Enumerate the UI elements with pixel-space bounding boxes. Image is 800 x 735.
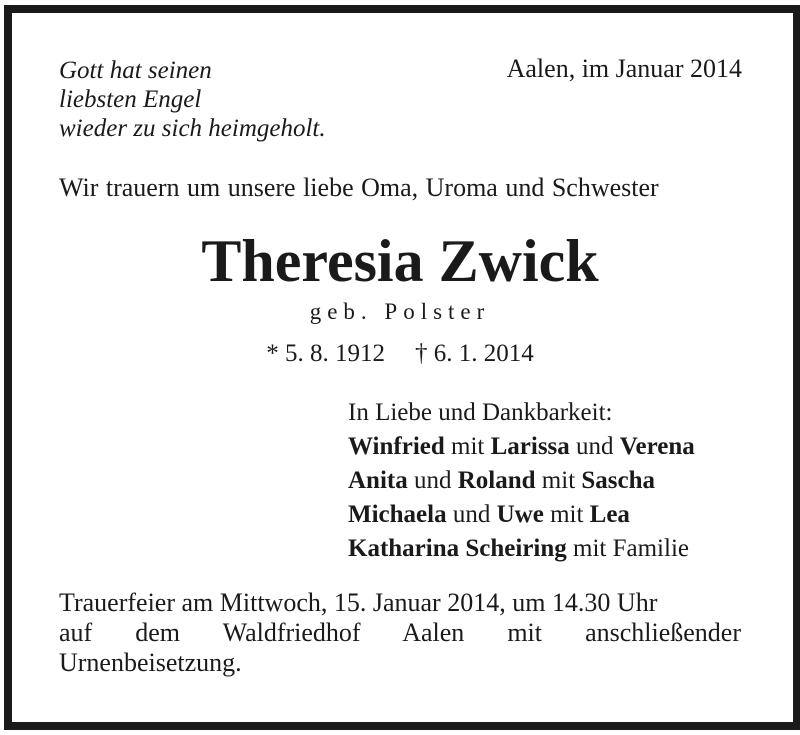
mourner-name: Michaela [348, 501, 447, 528]
life-dates [0, 339, 800, 369]
mourner-name: Anita [348, 467, 408, 494]
mourner-name: Sascha [581, 467, 656, 494]
deceased-name: Theresia Zwick [201, 228, 599, 294]
mourner-name: Winfried [348, 433, 445, 460]
maiden-name: geb. Polster [309, 299, 491, 324]
mourners-heading: In Liebe und Dankbarkeit: [348, 399, 613, 426]
connector: mit [541, 467, 576, 494]
funeral-line: Urnenbeisetzung. [59, 648, 242, 677]
funeral-info [59, 588, 741, 678]
mourners-block [348, 396, 695, 566]
mourner-row [348, 532, 695, 566]
mourner-row [348, 498, 695, 532]
mourner-name: Katharina Scheiring [348, 535, 567, 562]
mourner-name: Lea [589, 501, 630, 528]
mourner-row [348, 430, 695, 464]
quote-line: wieder zu sich heimgeholt. [59, 115, 326, 142]
connector: mit [550, 501, 584, 528]
mourner-row [348, 464, 695, 498]
place-date: Aalen, im Januar 2014 [506, 54, 742, 83]
birth-date: * 5. 8. 1912 [266, 340, 385, 367]
funeral-line: auf dem Waldfriedhof Aalen mit anschließender [59, 618, 741, 647]
death-date: † 6. 1. 2014 [415, 340, 534, 367]
connector: und [452, 501, 491, 528]
mourner-name: Uwe [496, 501, 544, 528]
connector: mit Familie [573, 535, 689, 562]
connector: mit [451, 433, 485, 460]
mourner-name: Larissa [490, 433, 570, 460]
memorial-quote [59, 56, 326, 143]
intro-text: Wir trauern um unsere liebe Oma, Uroma und Schwester [59, 173, 659, 202]
mourner-name: Verena [619, 433, 695, 460]
connector: und [413, 467, 452, 494]
quote-line: liebsten Engel [59, 86, 202, 113]
connector: und [576, 433, 614, 460]
quote-line: Gott hat seinen [59, 57, 212, 84]
funeral-line: Trauerfeier am Mittwoch, 15. Januar 2014, um 14.30 Uhr [59, 588, 658, 617]
mourner-name: Roland [457, 467, 536, 494]
